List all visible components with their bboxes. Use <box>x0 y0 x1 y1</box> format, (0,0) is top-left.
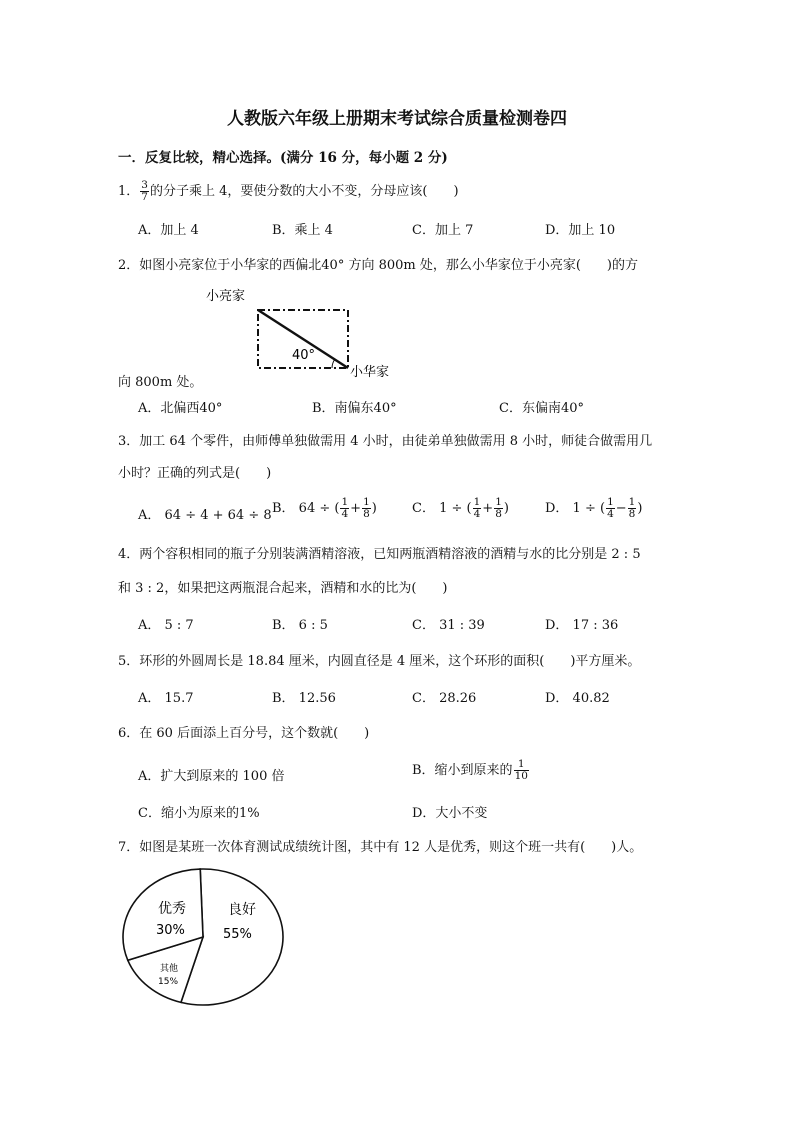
pie-label-2: 优秀 <box>158 901 186 917</box>
q4-line-1: 4．两个容积相同的瓶子分别装满酒精溶液，已知两瓶酒精溶液的酒精与水的比分别是 2 : 5 <box>118 547 641 562</box>
q6-option-b[interactable]: B．缩小到原来的 $\frac{1}{10}$ <box>412 758 528 782</box>
pie-chart <box>120 866 290 1011</box>
q3-option-d[interactable]: D． 1 ÷ ( $\frac{1}{4}$ − $\frac{1}{8}$ ) <box>545 496 643 520</box>
question-1 <box>118 180 459 203</box>
angle-label: 40° <box>292 348 316 363</box>
q1-number: 1． <box>118 184 140 199</box>
q4-line-2: 和 3 : 2，如果把这两瓶混合起来，酒精和水的比为( ) <box>118 581 448 596</box>
q6-option-c[interactable]: C．缩小为原来的1% <box>138 806 260 821</box>
q3-option-c[interactable]: C． 1 ÷ ( $\frac{1}{4}$ + $\frac{1}{8}$ ) <box>412 496 509 520</box>
section-heading: 一．反复比较，精心选择。(满分 16 分，每小题 2 分) <box>118 150 448 166</box>
q6-option-d[interactable]: D．大小不变 <box>412 806 488 821</box>
q4-option-d[interactable]: D． 17 : 36 <box>545 618 619 633</box>
q1-option-b[interactable]: B．乘上 4 <box>272 223 333 238</box>
q5-option-b[interactable]: B． 12.56 <box>272 691 336 706</box>
q3-option-b[interactable]: B． 64 ÷ ( $\frac{1}{4}$ + $\frac{1}{8}$ ) <box>272 496 377 520</box>
label-xiaohua-home: 小华家 <box>350 365 390 380</box>
q3-line-1: 3．加工 64 个零件，由师傅单独做需用 4 小时，由徒弟单独做需用 8 小时，师徒合做需用几 <box>118 434 653 449</box>
q3-line-2: 小时？正确的列式是( ) <box>118 466 272 481</box>
page-title: 人教版六年级上册期末考试综合质量检测卷四 <box>227 109 567 129</box>
q5-option-c[interactable]: C． 28.26 <box>412 691 477 706</box>
pie-pct-0: 55% <box>223 927 252 942</box>
q1-fraction: $\frac{3}{7}$ <box>141 179 148 203</box>
q5-line-1: 5．环形的外圆周长是 18.84 厘米，内圆直径是 4 厘米，这个环形的面积( )平方厘米。 <box>118 654 641 669</box>
q4-option-a[interactable]: A． 5 : 7 <box>138 618 194 633</box>
q1-option-c[interactable]: C．加上 7 <box>412 223 474 238</box>
q4-option-c[interactable]: C． 31 : 39 <box>412 618 485 633</box>
q2-line-1: 2．如图小亮家位于小华家的西偏北40° 方向 800m 处，那么小华家位于小亮家( )的方 <box>118 258 638 273</box>
q2-line-2: 向 800m 处。 <box>118 375 203 390</box>
q5-option-a[interactable]: A． 15.7 <box>138 691 194 706</box>
q2-option-a[interactable]: A．北偏西40° <box>138 401 223 416</box>
q1-option-a[interactable]: A．加上 4 <box>138 223 199 238</box>
pie-pct-1: 15% <box>158 977 179 987</box>
q1-text: 的分子乘上 4，要使分数的大小不变，分母应该( ) <box>149 184 459 199</box>
q2-option-b[interactable]: B．南偏东40° <box>312 401 397 416</box>
q5-option-d[interactable]: D． 40.82 <box>545 691 610 706</box>
q4-option-b[interactable]: B． 6 : 5 <box>272 618 328 633</box>
q6-line-1: 6．在 60 后面添上百分号，这个数就( ) <box>118 726 370 741</box>
pie-label-1: 其他 <box>160 964 179 974</box>
label-xiaoliang-home: 小亮家 <box>206 289 246 304</box>
pie-pct-2: 30% <box>156 923 185 938</box>
direction-diagram <box>200 282 410 382</box>
q6-option-a[interactable]: A．扩大到原来的 100 倍 <box>138 769 285 784</box>
q7-line-1: 7．如图是某班一次体育测试成绩统计图，其中有 12 人是优秀，则这个班一共有( )人。 <box>118 840 643 855</box>
q3-option-a[interactable]: A． 64 ÷ 4 + 64 ÷ 8 <box>138 508 272 523</box>
pie-label-0: 良好 <box>228 902 256 918</box>
q1-option-d[interactable]: D．加上 10 <box>545 223 616 238</box>
angle-arc <box>332 359 335 368</box>
q2-option-c[interactable]: C．东偏南40° <box>499 401 584 416</box>
